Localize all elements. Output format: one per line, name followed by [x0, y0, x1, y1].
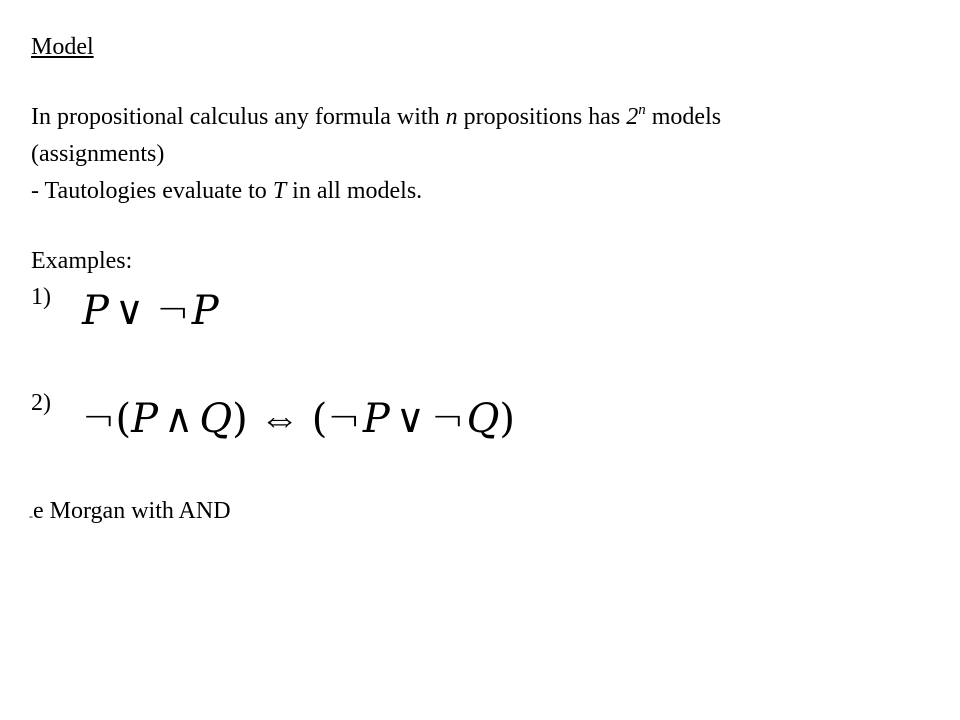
formula-var: P	[362, 396, 390, 442]
example-1-number: 1)	[31, 284, 51, 310]
right-paren: )	[499, 396, 515, 442]
formula-var: P	[191, 288, 219, 334]
not-symbol: ¬	[431, 396, 465, 442]
intro-text-3: models	[645, 104, 722, 130]
formula-var: Q	[466, 396, 500, 442]
tautology-line	[31, 176, 422, 206]
tautology-T: T	[272, 178, 287, 204]
caption-dash: -	[29, 509, 33, 523]
intro-exponent: n	[638, 102, 646, 118]
iff-symbol: ⇔	[259, 396, 300, 442]
formula-var: P	[131, 396, 159, 442]
examples-label: Examples:	[31, 248, 133, 274]
left-paren: (	[311, 396, 328, 442]
not-symbol: ¬	[327, 396, 361, 442]
caption-text: e Morgan with AND	[33, 498, 231, 524]
tautology-suffix: in all models.	[286, 178, 423, 204]
left-paren: (	[115, 396, 132, 442]
caption-line	[29, 496, 231, 531]
intro-text-1: In propositional calculus any formula with	[31, 104, 446, 130]
example-2-number: 2)	[31, 390, 51, 416]
or-symbol: ∨	[114, 288, 145, 334]
not-symbol: ¬	[82, 396, 116, 442]
intro-text-2: propositions has	[457, 104, 627, 130]
right-paren: )	[232, 396, 248, 442]
intro-base: 2	[626, 104, 639, 130]
intro-line	[31, 102, 721, 132]
example-1-formula	[82, 286, 219, 336]
tautology-prefix: - Tautologies evaluate to	[31, 178, 273, 204]
example-2-formula	[82, 394, 515, 444]
and-symbol: ∧	[164, 396, 194, 442]
formula-var: P	[82, 288, 109, 334]
formula-var: Q	[199, 396, 233, 442]
not-symbol: ¬	[156, 288, 190, 334]
slide-title: Model	[31, 34, 94, 60]
or-symbol: ∨	[395, 396, 426, 442]
intro-continuation: (assignments)	[31, 141, 165, 167]
intro-n: n	[445, 104, 458, 130]
